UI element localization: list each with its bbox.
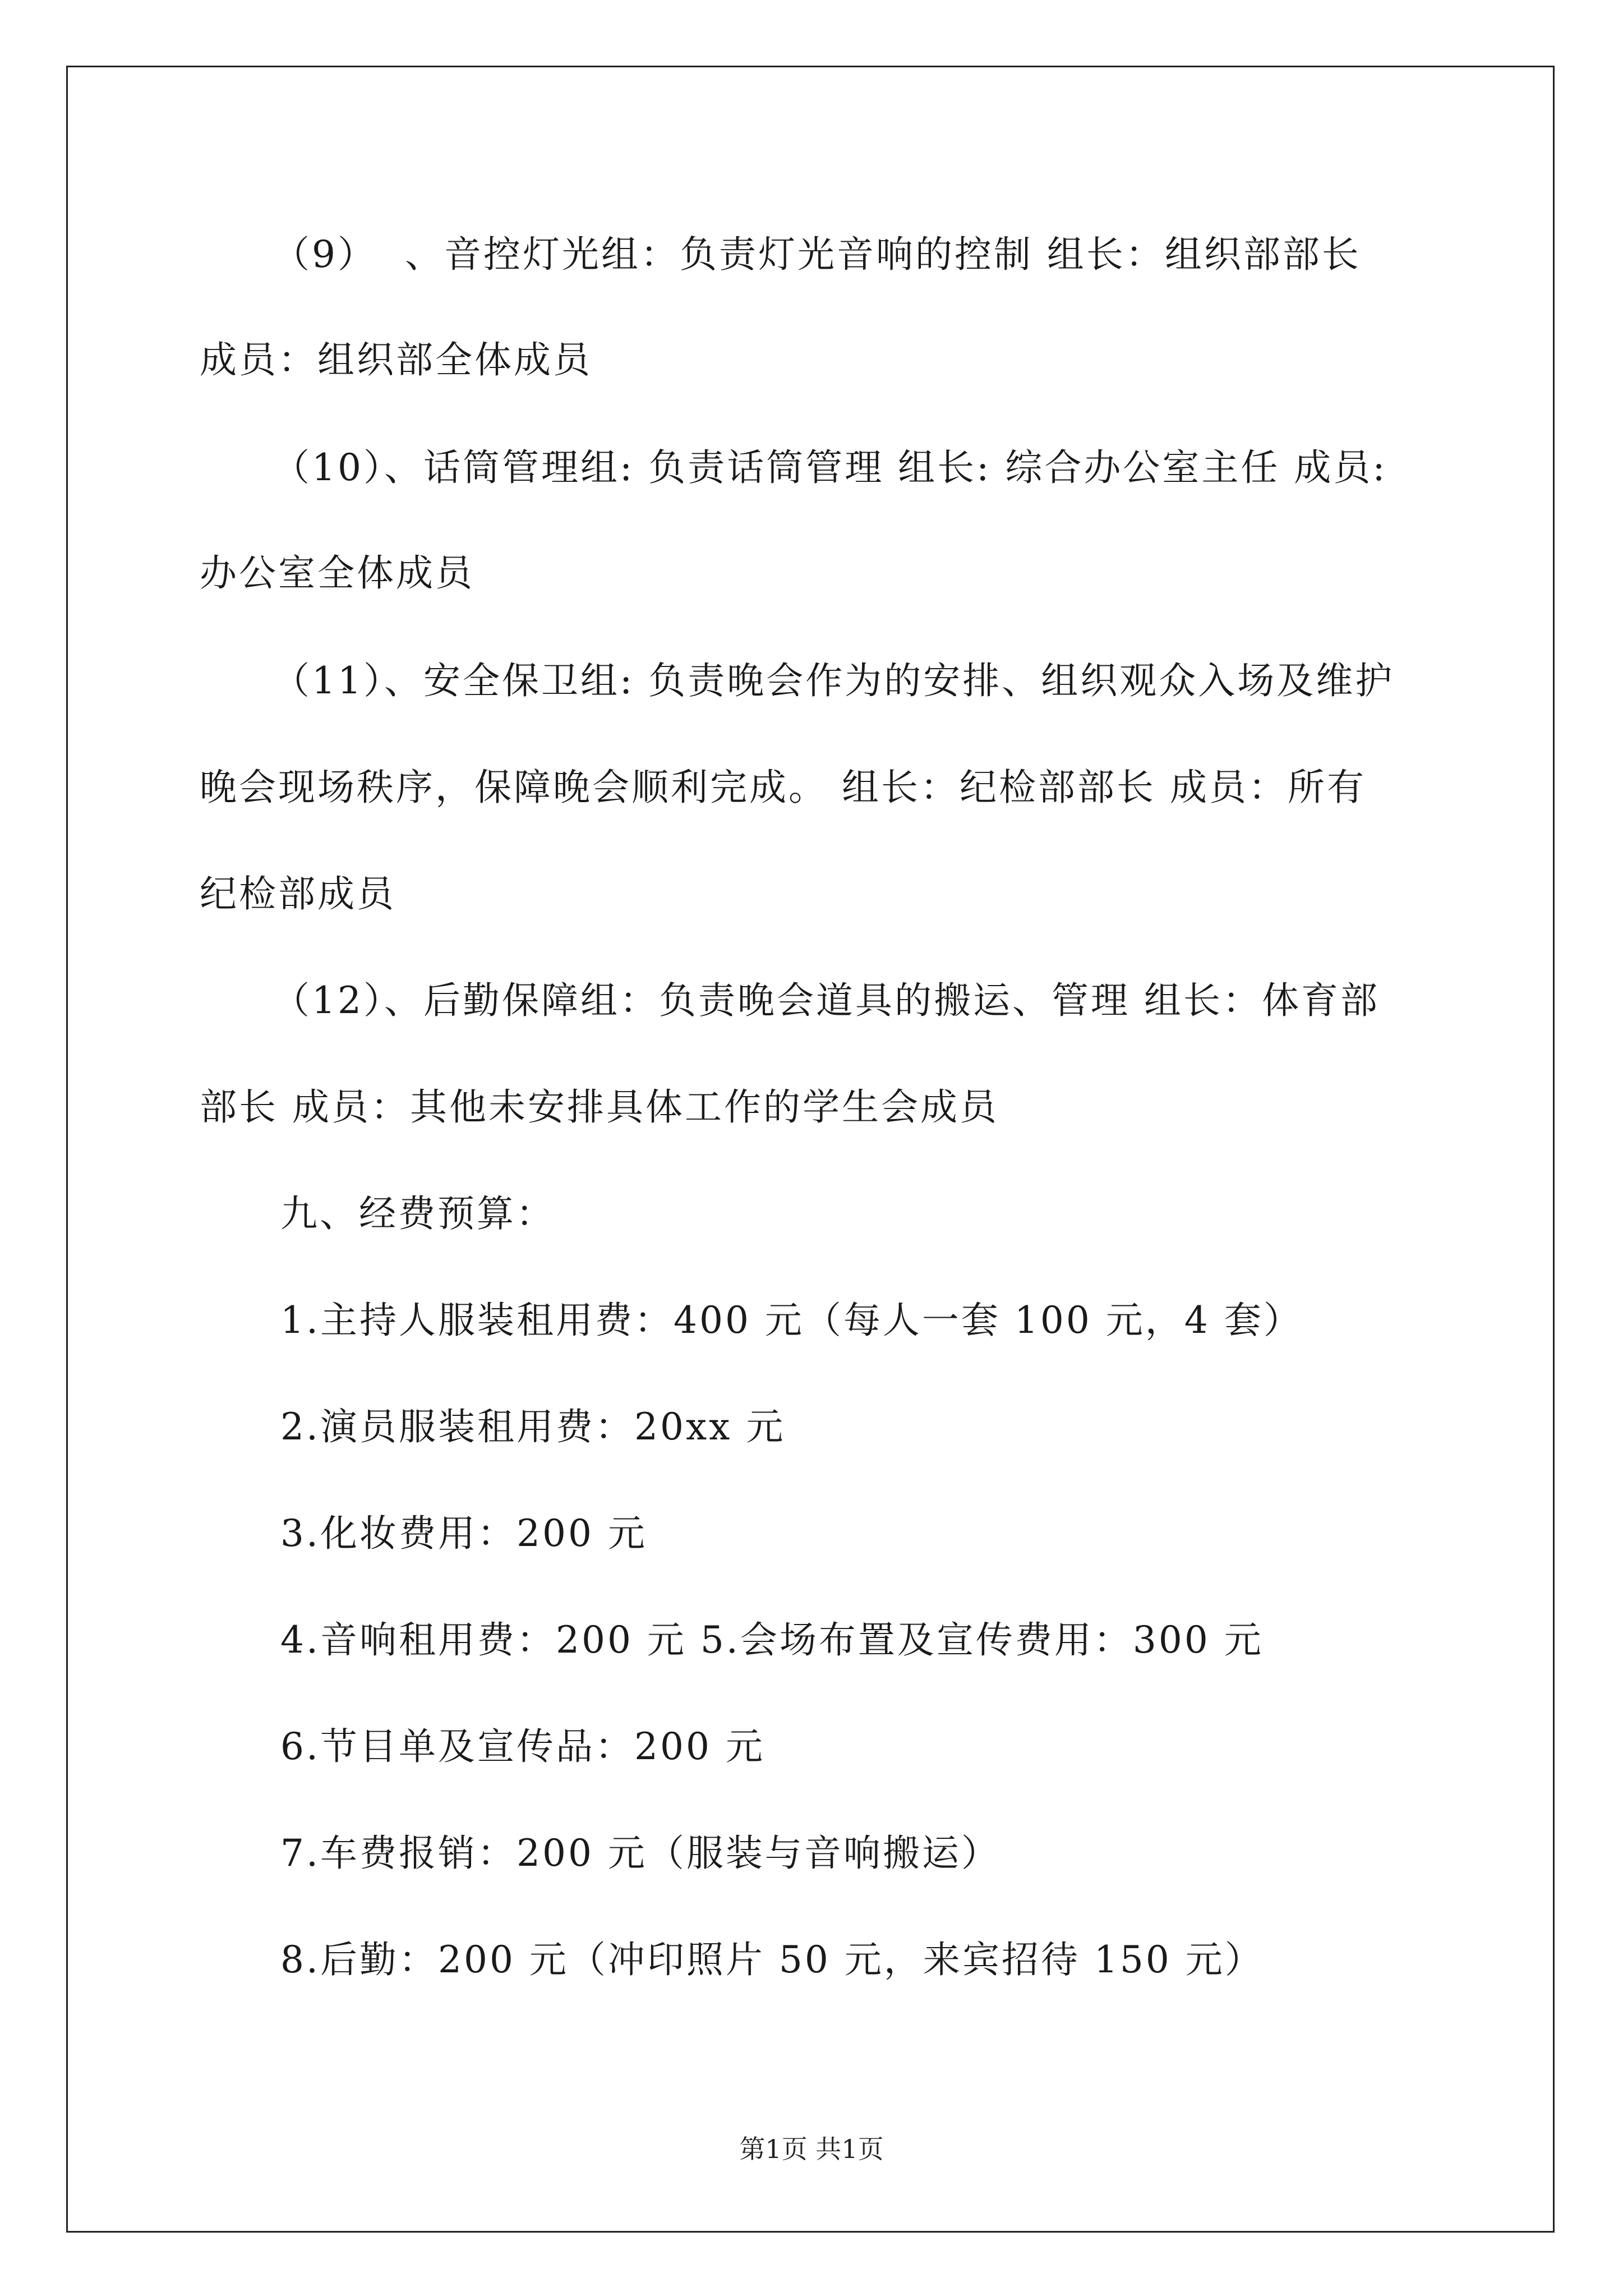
page-border bbox=[66, 66, 1555, 2233]
paragraph-11-line-2: 晚会现场秩序，保障晚会顺利完成。 组长：纪检部部长 成员：所有 bbox=[200, 766, 1366, 809]
budget-item-2: 2.演员服装租用费：20xx 元 bbox=[280, 1405, 786, 1448]
budget-item-7: 7.车费报销：200 元（服装与音响搬运） bbox=[280, 1832, 1000, 1875]
paragraph-9-line-2: 成员：组织部全体成员 bbox=[200, 338, 592, 381]
page-number-footer: 第1页 共1页 bbox=[739, 2134, 884, 2164]
paragraph-10-line-2: 办公室全体成员 bbox=[200, 551, 474, 595]
budget-item-6: 6.节目单及宣传品：200 元 bbox=[280, 1725, 765, 1768]
budget-item-3: 3.化妆费用：200 元 bbox=[280, 1512, 647, 1555]
budget-item-8: 8.后勤：200 元（冲印照片 50 元，来宾招待 150 元） bbox=[280, 1938, 1264, 1981]
paragraph-9-line-1: （9） 、音控灯光组：负责灯光音响的控制 组长：组织部部长 bbox=[273, 233, 1361, 276]
budget-item-1: 1.主持人服装租用费：400 元（每人一套 100 元，4 套） bbox=[280, 1299, 1303, 1342]
paragraph-10-line-1: （10）、话筒管理组: 负责话筒管理 组长: 综合办公室主任 成员: bbox=[273, 446, 1387, 489]
paragraph-11-line-3: 纪检部成员 bbox=[200, 872, 396, 915]
paragraph-12-line-2: 部长 成员：其他未安排具体工作的学生会成员 bbox=[200, 1085, 999, 1129]
budget-heading: 九、经费预算： bbox=[280, 1192, 555, 1235]
paragraph-12-line-1: （12）、后勤保障组：负责晚会道具的搬运、管理 组长：体育部 bbox=[273, 979, 1380, 1022]
paragraph-11-line-1: （11）、安全保卫组: 负责晚会作为的安排、组织观众入场及维护 bbox=[273, 659, 1395, 702]
budget-item-4: 4.音响租用费：200 元 5.会场布置及宣传费用：300 元 bbox=[280, 1618, 1264, 1662]
